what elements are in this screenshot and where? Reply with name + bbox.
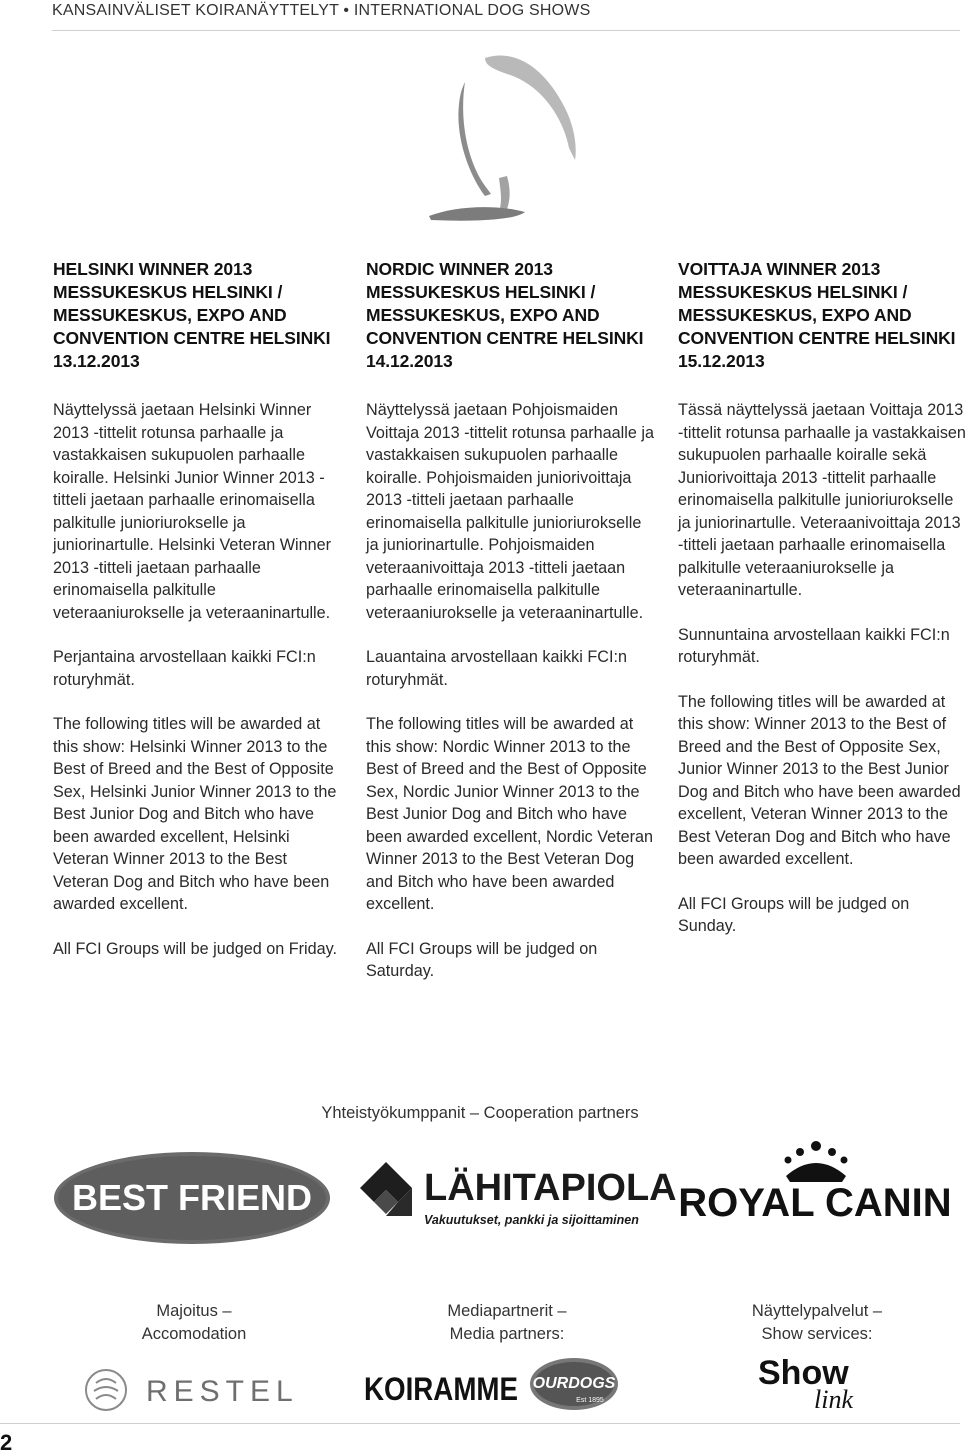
section-show-services: Näyttelypalvelut – Show services: [751,1302,883,1343]
svg-text:Show: Show [758,1354,849,1392]
lahitapiola-mark-icon [360,1162,414,1216]
column-helsinki-winner [53,258,343,982]
section-accomodation: Majoitus – Accomodation [141,1302,247,1343]
showlink-logo [756,1352,886,1414]
page-header: KANSAINVÄLISET KOIRANÄYTTELYT • INTERNATIONAL DOG SHOWS [52,2,591,19]
column-nordic-winner [366,258,656,1005]
svg-text:LÄHITAPIOLA: LÄHITAPIOLA [424,1167,677,1209]
dog-silhouette-logo-icon [425,48,595,230]
paragraph-en: The following titles will be awarded at this show: Nordic Winner 2013 to the Best of Breed and the Best of Opposite Sex, Nordic Junior Winner 2013 to the Best Junior Dog and Bitch who have been awarded excellent, Nordic Veteran Winner 2013 to the Best Veteran Dog and Bitch who have been awarded excellent. [366,715,654,913]
paragraph-fi-groups: Sunnuntaina arvostellaan kaikki FCI:n roturyhmät. [678,625,950,666]
crown-icon [785,1141,848,1182]
paragraph-fi: Tässä näyttelyssä jaetaan Voittaja 2013 -tittelit rotunsa parhaalle ja vastakkaisen sukupuolen parhaalle koiralle sekä Juniorivoittaja 2013 -tittelit parhaalle erinomaisella palkitulle junioriurokselle ja juniorinartulle. Veteraanivoittaja 2013 -titteli jaetaan parhaalle erinomaisella palkitulle veteraaniurokselle ja veteraaninartulle. [678,401,966,599]
lahitapiola-logo [358,1158,677,1232]
paragraph-fi: Näyttelyssä jaetaan Helsinki Winner 2013 -tittelit rotunsa parhaalle ja vastakkaisen sukupuolen parhaalle koiralle. Helsinki Junior Winner 2013 -titteli jaetaan parhaalle erinomaisella palkitulle junioriurokselle ja juniorinartulle. Helsinki Veteran Winner 2013 -titteli jaetaan parhaalle erinomaisella palkitulle veteraaniurokselle ja veteraaninartulle. [53,401,332,622]
column-heading: VOITTAJA WINNER 2013 MESSUKESKUS HELSINKI / MESSUKESKUS, EXPO AND CONVENTION CENTRE HELSINKI 15.12.2013 [678,259,956,371]
paragraph-fi-groups: Lauantaina arvostellaan kaikki FCI:n roturyhmät. [366,648,627,689]
restel-logo [82,1365,312,1415]
paragraph-en-groups: All FCI Groups will be judged on Sunday. [678,894,910,935]
paragraph-en: The following titles will be awarded at this show: Helsinki Winner 2013 to the Best of Breed and the Best of Opposite Sex, Helsinki Junior Winner 2013 to the Best Junior Dog and Bitch who have been awarded excellent, Helsinki Veteran Winner 2013 to the Best Veteran Dog and Bitch who have been awarded excellent. [53,715,337,913]
svg-text:Est 1895: Est 1895 [576,1397,604,1404]
paragraph-fi-groups: Perjantaina arvostellaan kaikki FCI:n roturyhmät. [53,648,316,689]
svg-text:KOIRAMME: KOIRAMME [364,1371,518,1407]
section-media-partners: Mediapartnerit – Media partners: [447,1302,567,1343]
column-heading: HELSINKI WINNER 2013 MESSUKESKUS HELSINKI / MESSUKESKUS, EXPO AND CONVENTION CENTRE HELSINKI 13.12.2013 [53,259,331,371]
koiramme-logo [362,1366,522,1408]
svg-text:RESTEL: RESTEL [146,1375,299,1408]
paragraph-en-groups: All FCI Groups will be judged on Saturday. [366,939,598,980]
svg-text:Vakuutukset, pankki ja sijoitt: Vakuutukset, pankki ja sijoittaminen [424,1213,639,1227]
svg-text:OURDOGS: OURDOGS [532,1375,616,1392]
page-rule [0,1423,960,1424]
svg-text:link: link [814,1385,853,1414]
partners-title: Yhteistyökumppanit – Cooperation partners [321,1104,639,1122]
svg-text:BEST FRIEND: BEST FRIEND [71,1177,313,1218]
paragraph-en: The following titles will be awarded at this show: Winner 2013 to the Best of Breed and the Best of Opposite Sex, Junior Winner 2013 to the Best Junior Dog and Bitch who have been awarded excellent, Veteran Winner 2013 to the Best Veteran Dog and Bitch who have been awarded excellent. [678,692,961,868]
page-number: 2 [0,1430,13,1455]
column-heading: NORDIC WINNER 2013 MESSUKESKUS HELSINKI / MESSUKESKUS, EXPO AND CONVENTION CENTRE HELSINKI 14.12.2013 [366,259,644,371]
paragraph-fi: Näyttelyssä jaetaan Pohjoismaiden Voittaja 2013 -tittelit rotunsa parhaalle ja vastakkaisen sukupuolen parhaalle koiralle. Pohjoismaiden juniorivoittaja 2013 -titteli jaetaan parhaalle erinomaisella palkitulle junioriurokselle ja juniorinartulle. Pohjoismaiden veteraanivoittaja 2013 -titteli jaetaan parhaalle erinomaisella palkitulle veteraaniurokselle ja veteraaninartulle. [366,401,654,622]
royal-canin-logo [674,1132,956,1225]
ourdogs-logo [528,1352,620,1412]
best-friend-logo [52,1148,332,1248]
column-voittaja-winner [678,258,968,960]
paragraph-en-groups: All FCI Groups will be judged on Friday. [53,939,337,958]
svg-text:ROYAL CANIN: ROYAL CANIN [678,1181,952,1225]
